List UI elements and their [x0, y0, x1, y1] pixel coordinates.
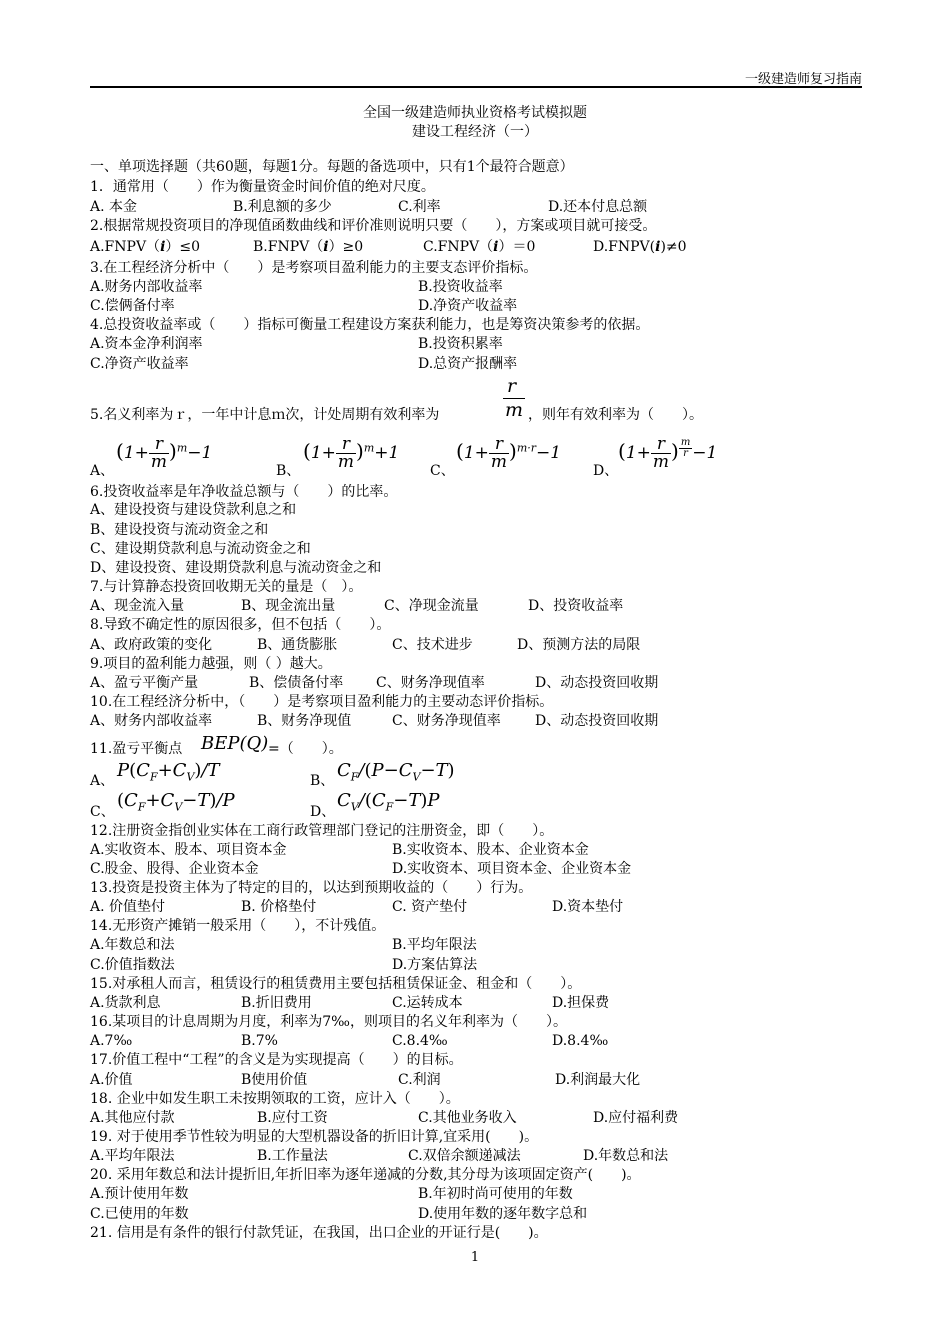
option-17a: A.价值	[90, 1072, 133, 1088]
option-11c-label: C、	[90, 804, 115, 820]
option-20d: D.使用年数的逐年数字总和	[418, 1206, 588, 1222]
option-17d: D.利润最大化	[555, 1072, 641, 1088]
option-9d: D、动态投资回收期	[535, 675, 659, 691]
option-7b: B、现金流出量	[241, 598, 336, 614]
option-5b-formula: (1+ $\frac{r}{m}$ )$^m$+1	[303, 434, 400, 472]
option-17c: C.利润	[398, 1072, 441, 1088]
option-10c: C、财务净现值率	[392, 713, 501, 729]
option-2b: B.FNPV（i）≥0	[253, 239, 364, 255]
option-15c: C.运转成本	[392, 995, 463, 1011]
option-15a: A.货款利息	[90, 995, 161, 1011]
question-20: 20. 采用年数总和法计提折旧,年折旧率为逐年递减的分数,其分母为该项固定资产( )。	[90, 1167, 641, 1183]
option-7a: A、现金流入量	[90, 598, 185, 614]
option-1b: B.利息额的多少	[233, 199, 332, 215]
exam-title: 全国一级建造师执业资格考试模拟题	[363, 105, 587, 121]
question-5: 5.名义利率为ｒ，一年中计息ｍ次，计处周期有效利率为	[90, 407, 440, 423]
q11-bep-formula: BEP(Q)	[201, 733, 269, 754]
option-11d-label: D、	[310, 804, 336, 820]
option-8c: C、技术进步	[392, 637, 473, 653]
page-number: 1	[470, 1250, 480, 1265]
question-5-tail: ，则年有效利率为（ ）。	[528, 407, 703, 423]
option-11d-formula: $C_V/(C_F-T)P$	[337, 790, 440, 814]
option-5c-formula: (1+ $\frac{r}{m}$ )$^{m\cdot r}$−1	[456, 434, 562, 472]
option-5a-label: A、	[90, 463, 115, 479]
question-18: 18. 企业中如发生职工未按期领取的工资，应计入（ ）。	[90, 1091, 460, 1107]
question-15: 15.对承租人而言，租赁设行的租赁费用主要包括租赁保证金、租金和（ ）。	[90, 976, 582, 992]
option-2c: C.FNPV（i）＝0	[423, 239, 536, 255]
option-18d: D.应付福利费	[593, 1110, 679, 1126]
option-4a: A.资本金净利润率	[90, 336, 203, 352]
option-5b-label: B、	[276, 463, 301, 479]
option-19a: A.平均年限法	[90, 1148, 175, 1164]
question-2: 2.根据常规投资项目的净现值函数曲线和评价准则说明只要（ ），方案或项目就可接受。	[90, 218, 657, 234]
option-14c: C.价值指数法	[90, 957, 175, 973]
option-5d-formula: (1+ $\frac{r}{m}$ ) $^{\frac{m}{r}}$ −1	[618, 434, 718, 472]
option-4b: B.投资积累率	[418, 336, 503, 352]
option-15d: D.担保费	[552, 995, 610, 1011]
option-6a: A、建设投资与建设贷款利息之和	[90, 502, 297, 518]
option-10b: B、财务净现值	[257, 713, 352, 729]
option-20a: A.预计使用年数	[90, 1186, 189, 1202]
option-10d: D、动态投资回收期	[535, 713, 659, 729]
option-3c: C.偿俩备付率	[90, 298, 175, 314]
option-6b: B、建设投资与流动资金之和	[90, 522, 269, 538]
option-3b: B.投资收益率	[418, 279, 503, 295]
option-18a: A.其他应付款	[90, 1110, 175, 1126]
option-14a: A.年数总和法	[90, 937, 175, 953]
option-15b: B.折旧费用	[241, 995, 312, 1011]
header-rule	[90, 86, 862, 88]
option-1c: C.利率	[398, 199, 441, 215]
question-4: 4.总投资收益率或（ ）指标可衡量工程建设方案获利能力，也是筹资决策参考的依据。	[90, 317, 650, 333]
question-8: 8.导致不确定性的原因很多，但不包括（ ）。	[90, 617, 391, 633]
running-header: 一级建造师复习指南	[744, 72, 862, 87]
option-2a: A.FNPV（i）≤0	[90, 239, 201, 255]
option-16a: A.7‰	[90, 1033, 133, 1049]
option-11b-formula: $C_F/(P-C_V-T)$	[337, 760, 455, 784]
option-1d: D.还本付息总额	[548, 199, 648, 215]
q5-fraction-numerator: r	[507, 375, 517, 397]
option-6d: D、建设投资、建设期贷款利息与流动资金之和	[90, 560, 382, 576]
option-4c: C.净资产收益率	[90, 356, 189, 372]
option-12a: A.实收资本、股本、项目资本金	[90, 842, 287, 858]
option-19c: C.双倍余额递减法	[408, 1148, 521, 1164]
option-8a: A、政府政策的变化	[90, 637, 213, 653]
section-heading: 一、单项选择题（共60题，每题1分。每题的备选项中，只有1个最符合题意）	[90, 159, 574, 175]
option-3d: D.净资产收益率	[418, 298, 518, 314]
option-2d: D.FNPV(i)≠0	[593, 239, 687, 255]
question-6: 6.投资收益率是年净收益总额与（ ）的比率。	[90, 484, 398, 500]
question-1: 1．通常用（ ）作为衡量资金时间价值的绝对尺度。	[90, 179, 435, 195]
question-3: 3.在工程经济分析中（ ）是考察项目盈利能力的主要支态评价指标。	[90, 260, 538, 276]
option-20c: C.已使用的年数	[90, 1206, 189, 1222]
question-7: 7.与计算静态投资回收期无关的量是（ ）。	[90, 579, 363, 595]
question-13: 13.投资是投资主体为了特定的目的，以达到预期收益的（ ）行为。	[90, 880, 533, 896]
question-9: 9.项目的盈利能力越强，则（ ）越大。	[90, 656, 332, 672]
option-8d: D、预测方法的局限	[517, 637, 641, 653]
option-5a-formula: (1+ $\frac{r}{m}$ )$^m$−1	[116, 434, 213, 472]
question-21: 21. 信用是有条件的银行付款凭证，在我国，出口企业的开证行是( )。	[90, 1225, 548, 1241]
option-9b: B、偿债备付率	[249, 675, 344, 691]
option-16b: B.7%	[241, 1033, 278, 1049]
option-18b: B.应付工资	[257, 1110, 328, 1126]
option-7d: D、投资收益率	[528, 598, 624, 614]
option-12b: B.实收资本、股本、企业资本金	[392, 842, 589, 858]
option-9a: A、盈亏平衡产量	[90, 675, 199, 691]
option-11c-formula: $(C_F+C_V-T)/P$	[117, 790, 235, 814]
option-18c: C.其他业务收入	[418, 1110, 517, 1126]
option-13b: B. 价格垫付	[241, 899, 317, 915]
question-17: 17.价值工程中“工程”的含义是为实现提高（ ）的目标。	[90, 1052, 463, 1068]
option-16c: C.8.4‰	[392, 1033, 448, 1049]
question-10: 10.在工程经济分析中，（ ）是考察项目盈利能力的主要动态评价指标。	[90, 694, 554, 710]
option-13d: D.资本垫付	[552, 899, 624, 915]
exam-subtitle: 建设工程经济（一）	[412, 124, 538, 140]
option-3a: A.财务内部收益率	[90, 279, 203, 295]
question-19: 19. 对于使用季节性较为明显的大型机器设备的折旧计算,宜采用( )。	[90, 1129, 539, 1145]
question-11-tail: =（ ）。	[268, 741, 343, 757]
option-8b: B、通货膨胀	[257, 637, 338, 653]
option-6c: C、建设期贷款利息与流动资金之和	[90, 541, 311, 557]
option-4d: D.总资产报酬率	[418, 356, 518, 372]
option-14d: D.方案估算法	[392, 957, 478, 973]
option-11b-label: B、	[310, 773, 335, 789]
option-10a: A、财务内部收益率	[90, 713, 213, 729]
option-1a: A. 本金	[90, 199, 138, 215]
option-16d: D.8.4‰	[552, 1033, 609, 1049]
option-12d: D.实收资本、项目资本金、企业资本金	[392, 861, 632, 877]
option-5c-label: C、	[430, 463, 455, 479]
option-19b: B.工作量法	[257, 1148, 328, 1164]
question-14: 14.无形资产摊销一般采用（ ），不计残值。	[90, 918, 386, 934]
option-20b: B.年初时尚可使用的年数	[418, 1186, 573, 1202]
q5-fraction-denominator: m	[505, 399, 524, 421]
option-19d: D.年数总和法	[583, 1148, 669, 1164]
option-11a-formula: $P(C_F+C_V)/T$	[117, 760, 220, 784]
question-12: 12.注册资金指创业实体在工商行政管理部门登记的注册资金，即（ ）。	[90, 823, 554, 839]
option-14b: B.平均年限法	[392, 937, 477, 953]
option-13a: A. 价值垫付	[90, 899, 166, 915]
option-11a-label: A、	[90, 773, 115, 789]
option-12c: C.股金、股得、企业资本金	[90, 861, 259, 877]
option-5d-label: D、	[593, 463, 619, 479]
option-17b: B使用价值	[241, 1072, 308, 1088]
option-7c: C、净现金流量	[384, 598, 479, 614]
question-16: 16.某项目的计息周期为月度，利率为7‰，则项目的名义年利率为（ ）。	[90, 1014, 567, 1030]
option-13c: C. 资产垫付	[392, 899, 468, 915]
question-11: 11.盈亏平衡点	[90, 741, 183, 757]
option-9c: C、财务净现值率	[376, 675, 485, 691]
